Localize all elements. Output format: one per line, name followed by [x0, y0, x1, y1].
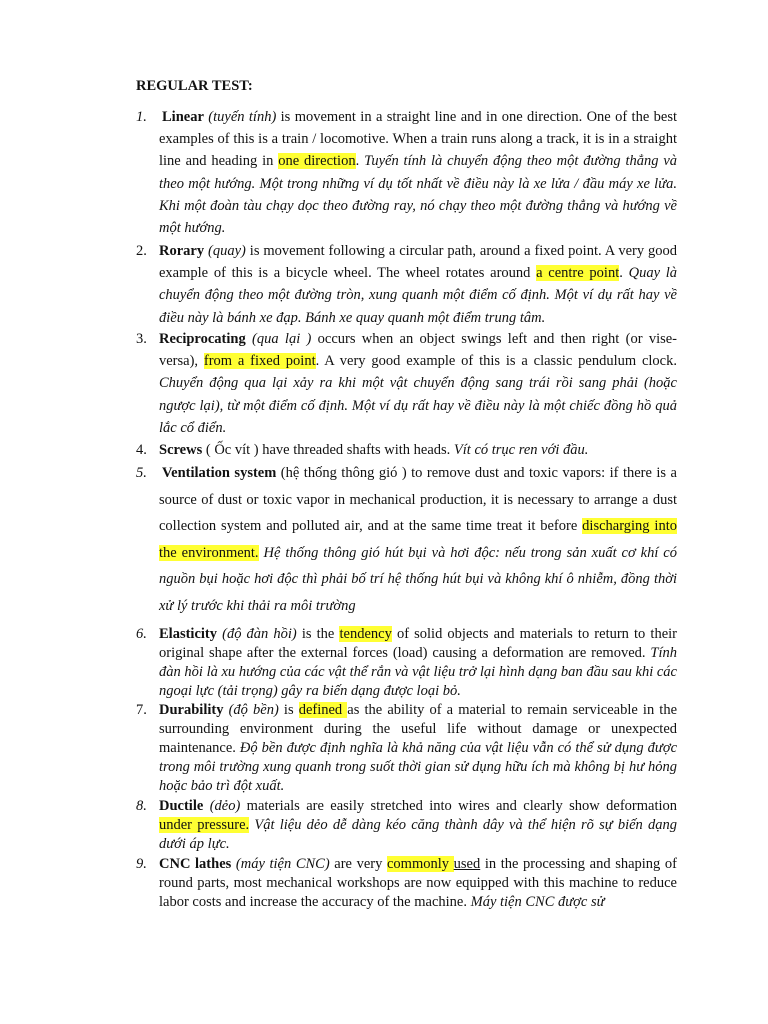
item-number: 9.	[136, 856, 147, 872]
vietnamese-translation: Độ bền được định nghĩa là khả năng của vật liệu vẫn có thể sử dụng được trong môi trường xung quanh trong suốt thời gian sử dụng hữu ích mà không bị hư hỏng hoặc bảo trì đột xuất.	[159, 740, 678, 794]
term-translation: (dẻo)	[209, 798, 241, 814]
highlighted-text: a centre point	[536, 265, 620, 282]
vietnamese-translation: Vít có trục ren với đầu.	[453, 442, 589, 458]
list-item-cnc-lathes	[136, 855, 677, 912]
term-translation: (qua lại )	[252, 331, 312, 347]
definition-text-end: in the processing and shaping of round parts, most mechanical workshops are now equipped with this machine to reduce labor costs and increase the accuracy of the machine.	[159, 856, 677, 910]
highlighted-text: from a fixed point	[203, 353, 316, 370]
definition-text: is movement following a circular path, around a fixed point. A very good example of this is a bicycle wheel. The wheel rotates around	[159, 243, 678, 282]
vietnamese-translation: Vật liệu dẻo dễ dàng kéo căng thành dây và thể hiện rõ sự biến dạng dưới áp lực.	[159, 817, 678, 852]
list-item-ductile	[136, 797, 677, 854]
term-translation: (máy tiện CNC)	[235, 856, 330, 872]
vietnamese-translation: Tuyến tính là chuyển động theo một đường thẳng và theo một hướng. Một trong những ví dụ tốt nhất về điều này là xe lửa / đầu máy xe lửa. Khi một đoàn tàu chạy dọc theo đường ray, nó chạy theo một đường thẳng và hướng về một hướng.	[159, 153, 678, 237]
definition-text-end: .	[355, 153, 365, 170]
term: CNC lathes	[159, 856, 232, 872]
highlighted-text: commonly	[386, 856, 454, 872]
highlighted-text: discharging into the environment.	[159, 518, 677, 561]
highlighted-text: defined	[298, 702, 348, 718]
term: Rorary	[159, 243, 205, 259]
vietnamese-translation: Máy tiện CNC được sử	[470, 894, 605, 910]
term-translation: (độ bền)	[228, 702, 279, 718]
list-item-durability	[136, 701, 677, 796]
definition-text: are very	[329, 856, 387, 872]
vietnamese-translation: Quay là chuyển động theo một đường tròn, xung quanh một điểm cố định. Một ví dụ rất hay về điều này là bánh xe đạp. Bánh xe quay quanh một điểm trung tâm.	[159, 265, 678, 326]
term: Reciprocating	[159, 331, 246, 347]
vietnamese-translation: Tính đàn hồi là xu hướng của các vật thể rắn và vật liệu trở lại hình dạng ban đầu sau khi các ngoại lực (tải trọng) gây ra biến dạng được loại bỏ.	[159, 645, 677, 699]
term-translation: ( Ốc vít )	[202, 442, 259, 458]
vietnamese-translation: Hệ thống thông gió hút bụi và hơi độc: nếu trong sản xuất cơ khí có nguồn bụi hoặc hơi độc thì phải bố trí hệ thống hút bụi và không khí ô nhiễm, đồng thời xử lý trước khi thải ra môi trường	[159, 544, 677, 614]
list-item-reciprocating	[136, 328, 677, 439]
term: Linear	[162, 109, 204, 125]
item-number: 5.	[136, 465, 147, 481]
highlighted-text: tendency	[339, 626, 392, 642]
term-translation: (hệ thống thông gió )	[276, 465, 407, 481]
item-number: 2.	[136, 243, 147, 259]
definition-text-end: as the ability of a material to remain serviceable in the surrounding environment during the useful life without damage or unexpected maintenance.	[159, 702, 678, 756]
term-translation: (quay)	[208, 243, 246, 259]
definition-text: is movement in a straight line and in one direction. One of the best examples of this is a train / locomotive. When a train runs along a track, it is in a straight line and heading in	[159, 109, 678, 170]
list-item-screws	[136, 439, 677, 461]
list-item-linear	[136, 106, 677, 239]
definition-text-end: .	[619, 265, 629, 282]
list-item-elasticity	[136, 625, 677, 701]
vietnamese-translation: Chuyển động qua lại xảy ra khi một vật chuyển động sang trái rồi sang phải (hoặc ngược lại), từ một điểm cố định. Một ví dụ rất hay về điều này là một chiếc đồng hồ quả lắc cổ điển.	[159, 375, 677, 436]
definition-text-end: of solid objects and materials to return to their original shape after the external forces (load) causing a deformation are removed.	[159, 626, 677, 661]
term-translation: (độ đàn hồi)	[222, 626, 297, 642]
definition-text: occurs when an object swings left and then right (or vise-versa),	[159, 331, 678, 370]
term: Ductile	[159, 798, 204, 814]
item-number: 4.	[136, 442, 147, 458]
definition-text-end: . A very good example of this is a classic pendulum clock.	[315, 353, 677, 370]
item-number: 3.	[136, 331, 147, 347]
definition-text: is	[278, 702, 299, 718]
definition-text: to remove dust and toxic vapors: if there is a source of dust or toxic vapor in mechanical production, it is necessary to arrange a dust collection system and polluted air, and at the same time treat it before	[159, 465, 677, 534]
term-translation: (tuyến tính)	[208, 109, 277, 125]
item-number: 6.	[136, 626, 147, 642]
item-number: 1.	[136, 109, 147, 125]
definition-text: have threaded shafts with heads.	[258, 442, 454, 458]
highlighted-text: under pressure.	[159, 817, 250, 833]
underlined-text: used	[453, 856, 481, 872]
list-item-rotary	[136, 240, 677, 329]
term: Ventilation system	[162, 465, 277, 481]
item-number: 7.	[136, 702, 147, 718]
page-title: REGULAR TEST:	[136, 78, 253, 94]
term: Elasticity	[159, 626, 217, 642]
term: Durability	[159, 702, 224, 718]
list-item-ventilation	[136, 460, 677, 619]
term: Screws	[159, 442, 203, 458]
definition-text: is the	[296, 626, 340, 642]
definition-text: materials are easily stretched into wires and clearly show deformation	[240, 798, 677, 814]
highlighted-text: one direction	[278, 153, 356, 170]
item-number: 8.	[136, 798, 147, 814]
